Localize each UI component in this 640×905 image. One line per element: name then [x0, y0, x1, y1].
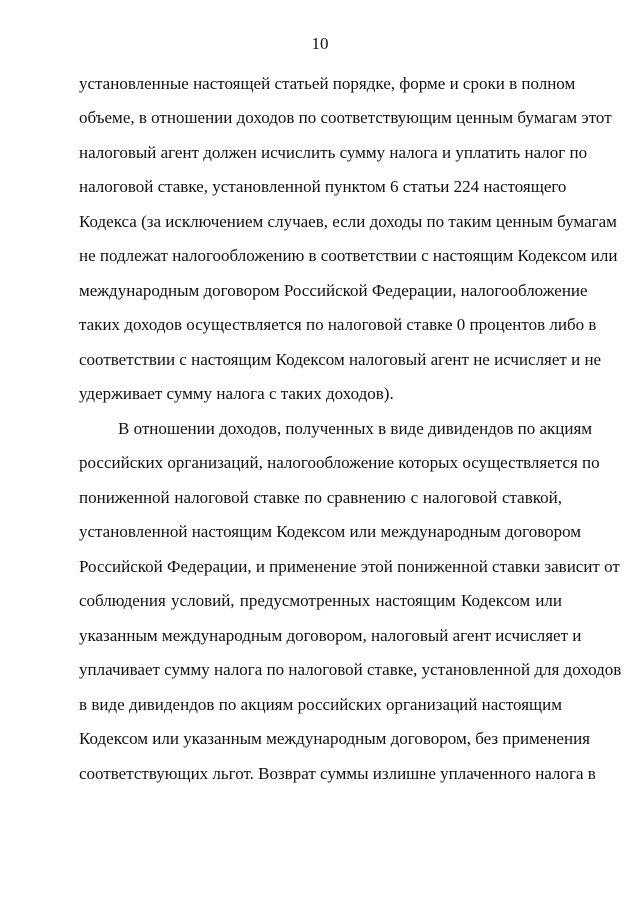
page-number: 10: [311, 34, 329, 53]
text-line: Кодекса (за исключением случаев, если доходы по таким ценным бумагам: [79, 212, 617, 231]
text-line: налоговой ставке, установленной пунктом 6 статьи 224 настоящего: [79, 177, 567, 196]
text-line: пониженной налоговой ставке по сравнению с налоговой ставкой,: [79, 488, 562, 507]
text-line: установленные настоящей статьей порядке, форме и сроки в полном: [79, 74, 576, 93]
text-line: объеме, в отношении доходов по соответствующим ценным бумагам этот: [79, 108, 612, 127]
text-line: не подлежат налогообложению в соответствии с настоящим Кодексом или: [79, 246, 618, 265]
text-line: налоговый агент должен исчислить сумму налога и уплатить налог по: [79, 143, 588, 162]
text-line: таких доходов осуществляется по налоговой ставке 0 процентов либо в: [79, 315, 597, 334]
text-line: В отношении доходов, полученных в виде дивидендов по акциям: [118, 419, 593, 438]
text-line: соответствии с настоящим Кодексом налоговый агент не исчисляет и не: [79, 350, 602, 369]
text-line: международным договором Российской Федерации, налогообложение: [79, 281, 588, 300]
text-line: установленной настоящим Кодексом или международным договором: [79, 522, 582, 541]
text-line: в виде дивидендов по акциям российских организаций настоящим: [79, 695, 562, 714]
text-line: Кодексом или указанным международным договором, без применения: [79, 729, 590, 748]
text-line: соответствующих льгот. Возврат суммы излишне уплаченного налога в: [79, 764, 596, 783]
text-line: удерживает сумму налога с таких доходов).: [79, 384, 394, 403]
text-line: Российской Федерации, и применение этой пониженной ставки зависит от: [79, 557, 620, 576]
text-line: уплачивает сумму налога по налоговой ставке, установленной для доходов: [79, 660, 622, 679]
text-line: указанным международным договором, налоговый агент исчисляет и: [79, 626, 582, 645]
text-line: соблюдения условий, предусмотренных настоящим Кодексом или: [79, 591, 562, 610]
text-line: российских организаций, налогообложение которых осуществляется по: [79, 453, 600, 472]
